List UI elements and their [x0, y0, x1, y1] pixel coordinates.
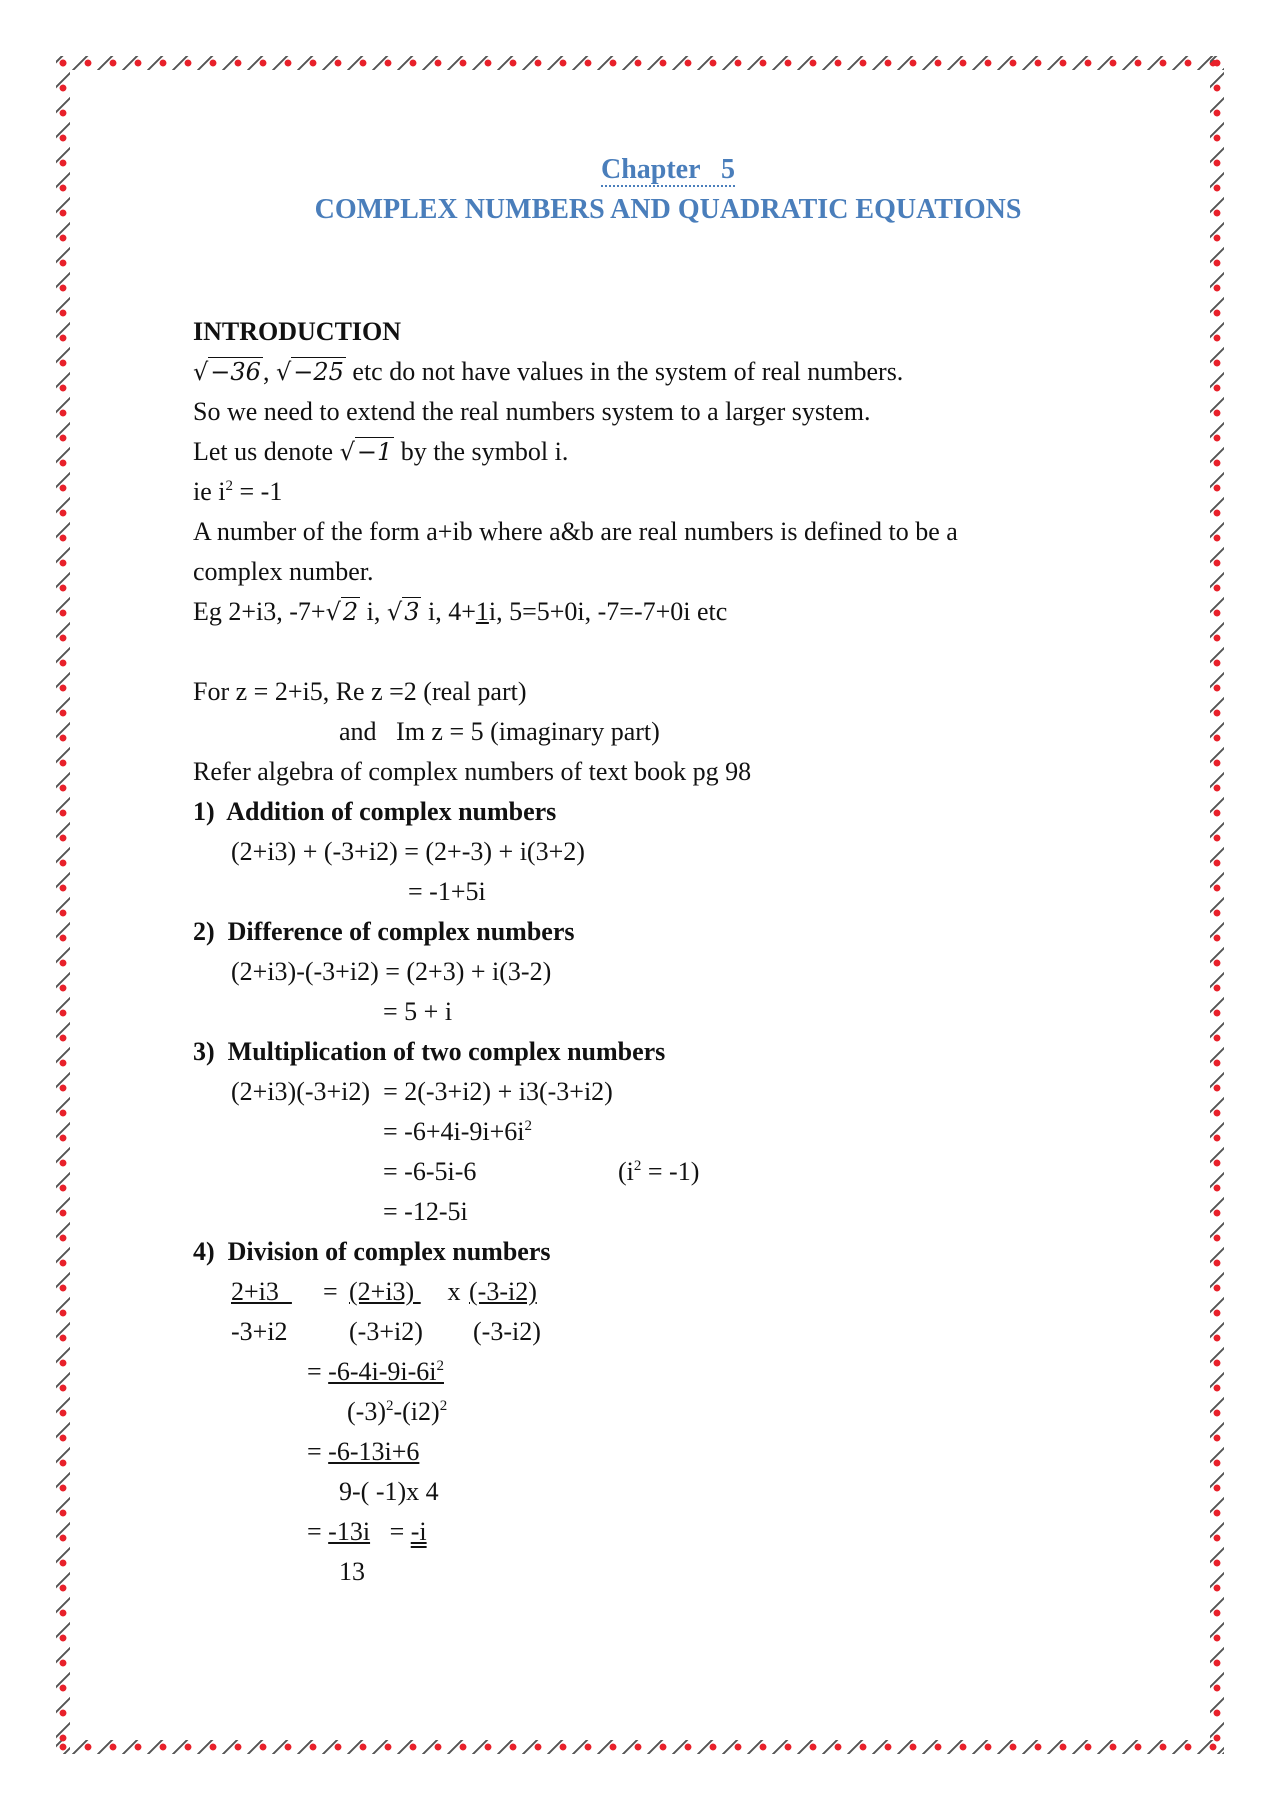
- intro-line-5: A number of the form a+ib where a&b are real numbers is defined to be a: [193, 517, 958, 546]
- division-row-8: 13: [339, 1557, 365, 1586]
- division-row-6: 9-( -1)x 4: [339, 1477, 439, 1506]
- parts-line-3: Refer algebra of complex numbers of text book pg 98: [193, 757, 752, 786]
- section-difference-heading: 2) Difference of complex numbers: [193, 917, 575, 946]
- multiplication-line-1: (2+i3)(-3+i2) = 2(-3+i2) + i3(-3+i2): [231, 1077, 613, 1106]
- page-title: COMPLEX NUMBERS AND QUADRATIC EQUATIONS: [314, 194, 1022, 225]
- division-row-4: $(-3)^2-(i2)^2$: [347, 1397, 448, 1426]
- sqrt-neg25: √−25: [275, 358, 344, 386]
- parts-line-2: and Im z = 5 (imaginary part): [339, 717, 660, 746]
- document-body: [193, 312, 1093, 1592]
- sqrt-neg1: √−1: [339, 438, 393, 466]
- decorative-border-bottom: [56, 1740, 1224, 1754]
- intro-line-6: complex number.: [193, 557, 374, 586]
- section-multiplication-heading: 3) Multiplication of two complex numbers: [193, 1037, 666, 1066]
- multiplication-line-2: = $-6+4i-9i+6i^2$: [383, 1117, 532, 1146]
- addition-line-2: = -1+5i: [408, 877, 486, 906]
- division-row-5: = -6-13i+6: [307, 1437, 420, 1466]
- intro-line-3: Let us denote √−1 by the symbol i.: [193, 432, 1093, 472]
- section-addition-heading: 1) Addition of complex numbers: [193, 797, 557, 826]
- division-row-3: = $-6-4i-9i-6i^2$: [307, 1357, 444, 1386]
- section-division-heading: 4) Division of complex numbers: [193, 1237, 551, 1266]
- intro-examples: Eg 2+i3, -7+√2 i, √3 i, 4+1i, 5=5+0i, -7=-7+0i etc: [193, 597, 728, 626]
- chapter-heading: Chapter 5: [600, 154, 736, 185]
- division-row-2: -3+i2 (-3+i2) (-3-i2): [231, 1317, 541, 1346]
- difference-line-2: = 5 + i: [383, 997, 453, 1026]
- intro-line-4: ie $i^2 = -1$: [193, 477, 283, 506]
- intro-line-1: √−36, √−25 etc do not have values in the system of real numbers.: [193, 352, 1093, 392]
- intro-heading: INTRODUCTION: [193, 317, 402, 346]
- division-row-7: = -13i = -i: [307, 1517, 427, 1546]
- addition-line-1: (2+i3) + (-3+i2) = (2+-3) + i(3+2): [231, 837, 585, 866]
- decorative-border-right: [1210, 56, 1224, 1754]
- parts-line-1: For z = 2+i5, Re z =2 (real part): [193, 677, 527, 706]
- sqrt-neg36: √−36: [193, 358, 261, 386]
- intro-line-2: So we need to extend the real numbers system to a larger system.: [193, 397, 871, 426]
- division-row-1: 2+i3 = (2+i3) x (-3-i2): [231, 1277, 537, 1306]
- decorative-border-top: [56, 56, 1224, 70]
- decorative-border-left: [56, 56, 70, 1754]
- i-squared-note: $(i^2 = -1)$: [618, 1157, 700, 1186]
- multiplication-line-4: = -12-5i: [383, 1197, 468, 1226]
- multiplication-line-3: = -6-5i-6 $(i^2 = -1)$: [193, 1152, 1093, 1192]
- difference-line-1: (2+i3)-(-3+i2) = (2+3) + i(3-2): [231, 957, 552, 986]
